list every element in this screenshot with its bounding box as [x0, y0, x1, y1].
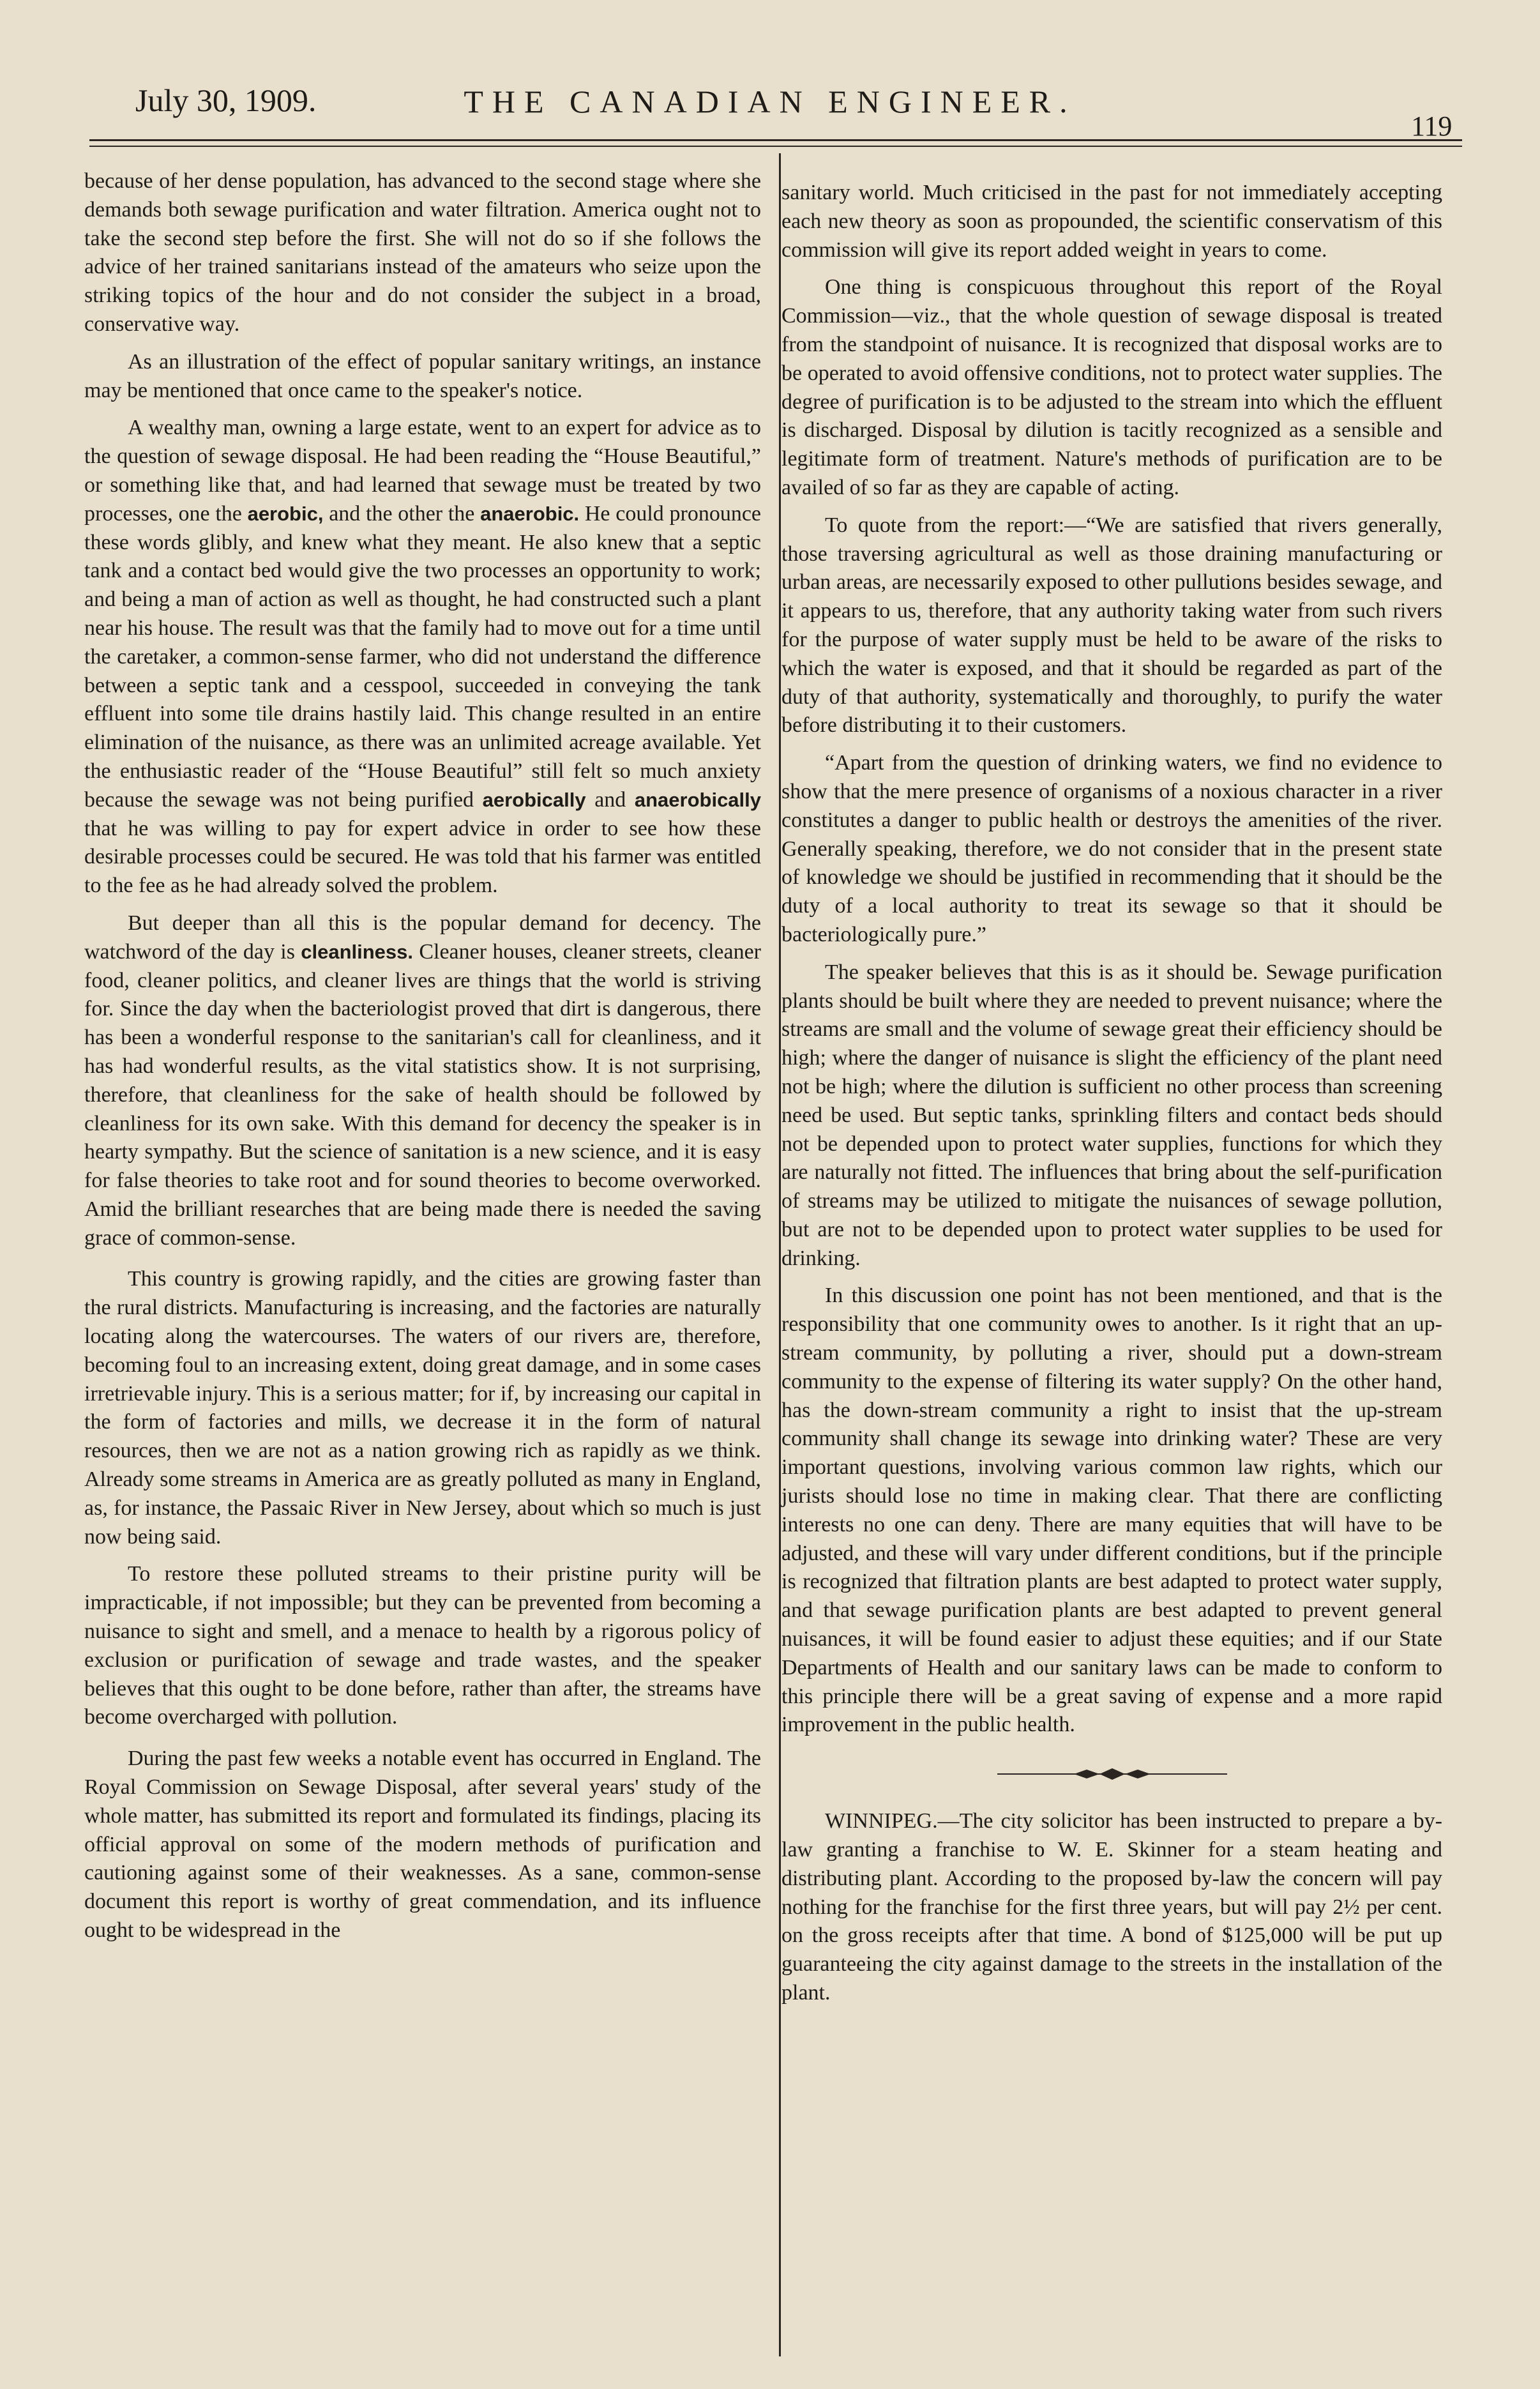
text-run: and the other the — [323, 501, 481, 526]
text-run: and — [585, 787, 635, 812]
header-rule-top — [89, 139, 1462, 141]
paragraph: To quote from the report:—“We are satisfied that rivers generally, those traversing agricultural as well as those draining manufacturing or urban areas, are necessarily exposed to other pullutions besides sewage, and it appears to us, therefore, that any authority taking water from such rivers for the purpose of water supply must be held to be aware of the risks to which the water is exposed, and that it should be regarded as part of the duty of that authority, systematically and thoroughly, to purify the water before distributing it to their customers. — [781, 513, 1442, 738]
paragraph — [84, 414, 761, 900]
paragraph: In this discussion one point has not been mentioned, and that is the responsibility that one community owes to another. Is it right that an up-stream community, by polluting a river, should put a down-stream community to the expense of filtering its water supply? On the other hand, has the down-stream community a right to insist that the up-stream community shall change its sewage into drinking water? These are very important questions, involving various common law rights, which our jurists should lose no time in making clear. That there are conflicting interests no one can deny. There are many equities that will have to be adjusted, and these will vary under different conditions, but if the principle is recognized that filtration plants are best adapted to protect water supply, and that sewage purification plants are best adapted to prevent general nuisances, it will be found easier to adjust these equities; and if our State Departments of Health and our sanitary laws can be made to conform to this principle there will be a great saving of expense and a more rapid improvement in the public health. — [781, 1284, 1442, 1737]
paragraph — [84, 909, 761, 1253]
emphasis-cleanliness: cleanliness. — [301, 940, 414, 963]
paragraph: because of her dense population, has advanced to the second stage where she demands both sewage purification and water filtration. America ought not to take the second step before the first. She will not do so if she follows the advice of her trained sanitarians instead of the amateurs who seize upon the striking topics of the hour and do not consider the subject in a broad, conservative way. — [84, 169, 761, 336]
issue-date: July 30, 1909. — [135, 82, 317, 118]
left-column — [84, 167, 761, 1954]
paragraph: sanitary world. Much criticised in the past for not immediately accepting each new theory as soon as propounded, the scientific conservatism of this commission will give its report added weight in years to come. — [781, 181, 1442, 262]
text-run: He could pronounce these words glibly, and knew what they meant. He also knew that a septic tank and a contact bed would give the two processes an opportunity to work; and being a man of action as well as thought, he had constructed such a plant near his house. The result was that the family had to move out for a time until the caretaker, a common-sense farmer, who did not understand the difference between a septic tank and a cesspool, succeeded in conveying the tank effluent into some tile drains hastily laid. This change resulted in an entire elimination of the nuisance, as there was an unlimited acreage available. Yet the enthusiastic reader of the “House Beautiful” still felt so much anxiety because the sewage was not being purified — [84, 501, 761, 812]
paragraph: As an illustration of the effect of popular sanitary writings, an instance may be mentioned that once came to the speaker's notice. — [84, 349, 761, 402]
paragraph: To restore these polluted streams to their pristine purity will be impracticable, if not impossible; but they can be prevented from becoming a nuisance to sight and smell, and a menace to health by a rigorous policy of exclusion or purification of sewage and trade wastes, and the speaker believes that this ought to be done before, rather than after, the streams have become overcharged with pollution. — [84, 1562, 761, 1729]
column-divider — [779, 153, 781, 2356]
emphasis-aerobic: aerobic, — [247, 502, 324, 525]
text-run: Cleaner houses, cleaner streets, cleaner food, cleaner politics, and cleaner lives are things that the world is striving for. Since the day when the bacteriologist proved that dirt is dangerous, there has been a wonderful response to the sanitarian's call for cleanliness, and it has had wonderful results, as the vital statistics show. It is not surprising, therefore, that cleanliness for the sake of health should be followed by cleanliness for its own sake. With this demand for decency the speaker is in hearty sympathy. But the science of sanitation is a new science, and it is easy for false theories to take root and for sound theories to become overworked. Amid the brilliant researches that are being made there is needed the saving grace of common-sense. — [84, 939, 761, 1250]
header-rule-bottom — [89, 146, 1462, 147]
right-column — [781, 179, 1442, 2017]
text-run: But deeper than all this is the popular demand for decency. The watchword of the day is — [84, 911, 761, 964]
text-run: A wealthy man, owning a large estate, went to an expert for advice as to the question of sewage disposal. He had been reading the “House Beautiful,” or something like that, and had learned that sewage must be treated by two processes, one the — [84, 416, 761, 526]
paragraph: During the past few weeks a notable event has occurred in England. The Royal Commission on Sewage Disposal, after several years' study of the whole matter, has submitted its report and formulated its findings, placing its official approval on some of the modern methods of purification and cautioning against some of their weaknesses. As a sane, common-sense document this report is worthy of great commendation, and its influence ought to be widespread in the — [84, 1747, 761, 1943]
emphasis-anaerobically: anaerobically — [634, 788, 762, 811]
paragraph: One thing is conspicuous throughout this report of the Royal Commission—viz., that the whole question of sewage disposal is treated from the standpoint of nuisance. It is recognized that disposal works are to be operated to avoid offensive conditions, not to protect water supplies. The degree of purification is to be adjusted to the stream into which the effluent is discharged. Disposal by dilution is tacitly recognized as a sensible and legitimate form of treatment. Nature's methods of purification are to be availed of so far as they are capable of acting. — [781, 275, 1442, 499]
page-number: 119 — [1411, 110, 1453, 142]
publication-title: THE CANADIAN ENGINEER. — [464, 84, 1076, 119]
news-item-winnipeg: WINNIPEG.—The city solicitor has been instructed to prepare a by-law granting a franchise to W. E. Skinner for a steam heating and distributing plant. According to the proposed by-law the concern will pay nothing for the franchise for the first three years, but will pay 2½ per cent. on the gross receipts after that time. A bond of $125,000 will be put up guaranteeing the city against damage to the streets in the installation of the plant. — [781, 1809, 1442, 2005]
paragraph: “Apart from the question of drinking waters, we find no evidence to show that the mere presence of organisms of a noxious character in a river constitutes a danger to public health or destroys the amenities of the river. Generally speaking, therefore, we do not consider that in the present state of knowledge we should be justified in recommending that it should be the duty of a local authority to treat its sewage so that it should be bacteriologically pure.” — [781, 751, 1442, 946]
emphasis-aerobically: aerobically — [482, 788, 586, 811]
text-run: that he was willing to pay for expert advice in order to see how these desirable processes could be secured. He was told that his farmer was entitled to the fee as he had already solved the problem. — [84, 816, 761, 898]
paragraph: The speaker believes that this is as it should be. Sewage purification plants should be built where they are needed to prevent nuisance; where the streams are small and the volume of sewage great their efficiency should be high; where the danger of nuisance is slight the efficiency of the plant need not be high; where the dilution is sufficient no other process than screening need be used. But septic tanks, sprinkling filters and contact beds should not be depended upon to protect water supplies, functions for which they are naturally not fitted. The influences that bring about the self-purification of streams may be utilized to mitigate the nuisances of sewage pollution, but are not to be depended upon to protect water supplies to be used for drinking. — [781, 960, 1442, 1270]
emphasis-anaerobic: anaerobic. — [480, 502, 580, 525]
section-ornament — [781, 1761, 1442, 1780]
paragraph: This country is growing rapidly, and the cities are growing faster than the rural districts. Manufacturing is increasing, and the factories are naturally locating along the watercourses. The waters of our rivers are, therefore, becoming foul to an increasing extent, doing great damage, and in some cases irretrievable injury. This is a serious matter; for if, by increasing our capital in the form of factories and mills, we decrease it in the form of natural resources, then we are not as a nation growing rich as rapidly as we think. Already some streams in America are as greatly polluted as many in England, as, for instance, the Passaic River in New Jersey, about which so much is just now being said. — [84, 1267, 761, 1549]
ornament-divider-icon — [997, 1766, 1227, 1782]
